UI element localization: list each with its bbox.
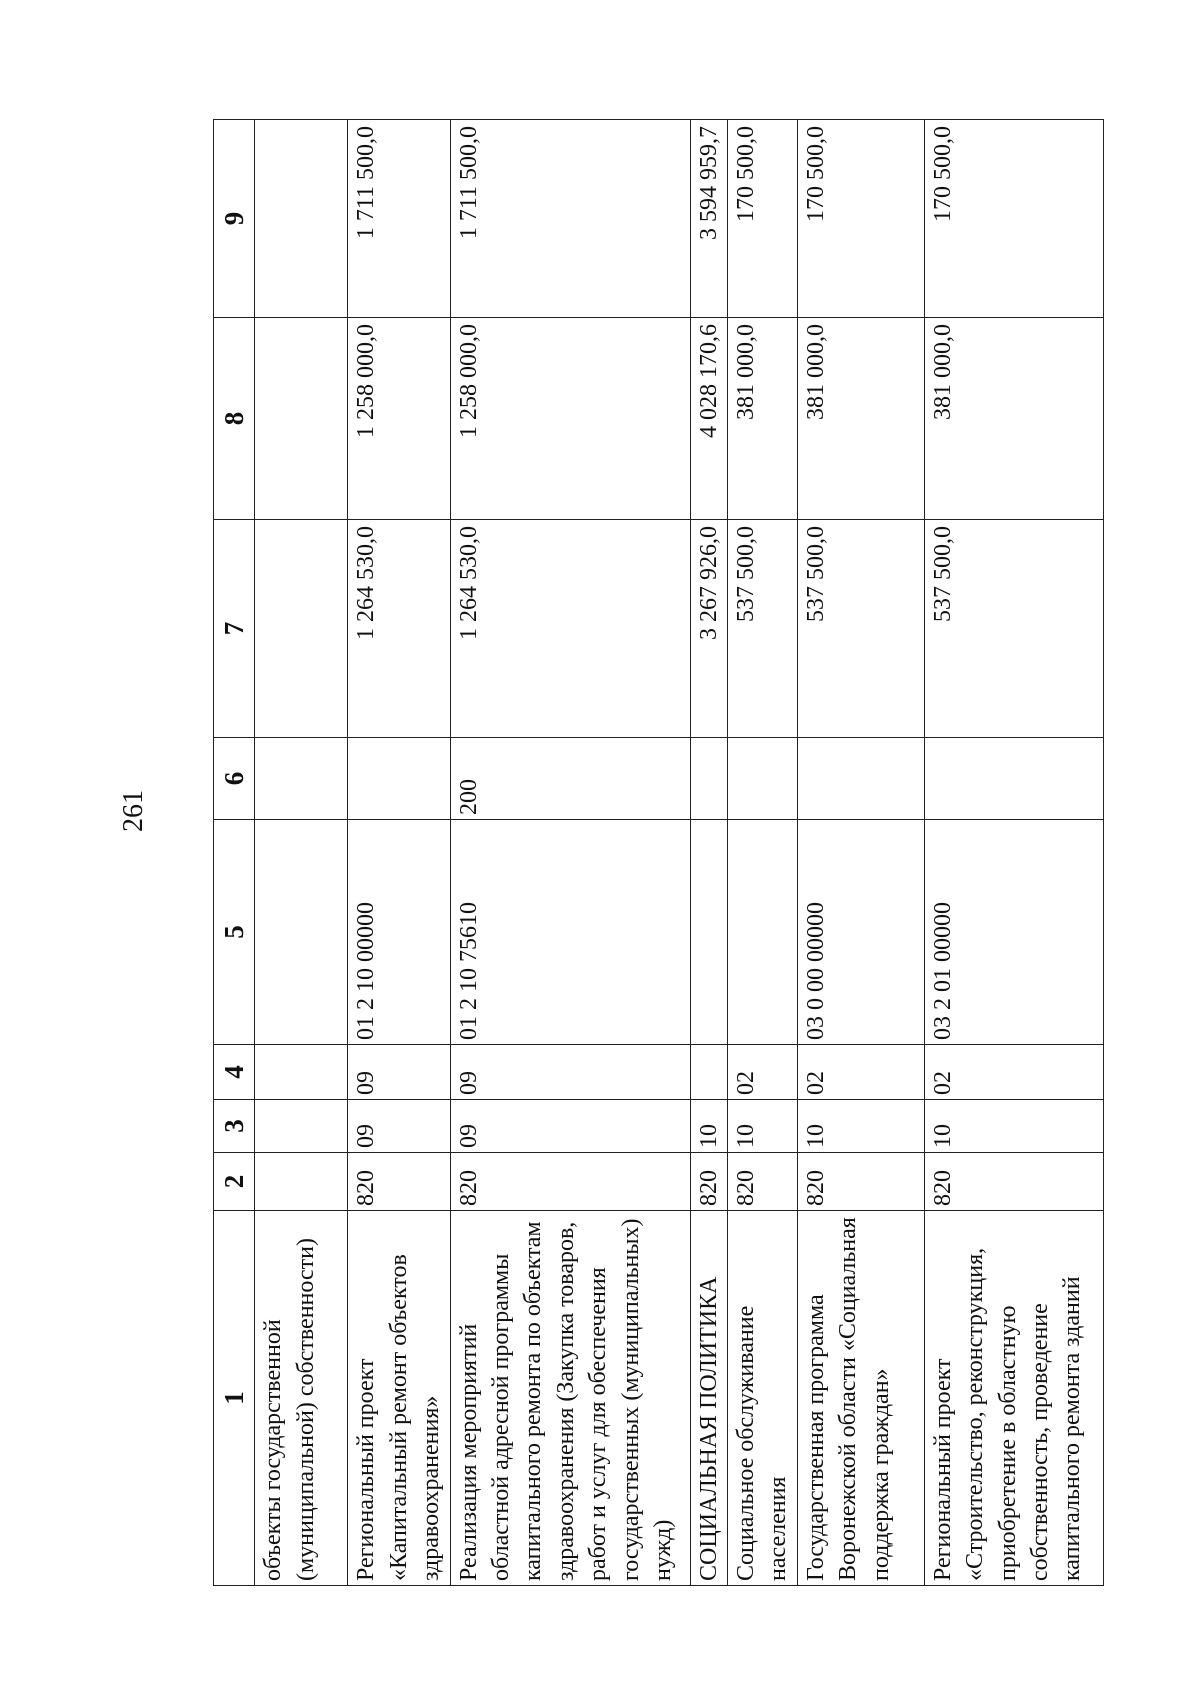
cell-col2 bbox=[255, 1153, 348, 1211]
budget-table bbox=[213, 119, 1104, 1586]
cell-col5 bbox=[255, 820, 348, 1045]
budget-table-sheet bbox=[213, 120, 1104, 1586]
cell-col3: 10 bbox=[797, 1100, 924, 1153]
cell-col2: 820 bbox=[690, 1153, 727, 1211]
cell-col7: 3 267 926,0 bbox=[690, 520, 727, 738]
cell-col4: 02 bbox=[728, 1045, 798, 1100]
column-header-7: 7 bbox=[214, 520, 255, 738]
cell-col3: 10 bbox=[690, 1100, 727, 1153]
cell-col6 bbox=[348, 738, 450, 820]
cell-col7: 1 264 530,0 bbox=[348, 520, 450, 738]
cell-col4: 09 bbox=[348, 1045, 450, 1100]
cell-col3: 10 bbox=[728, 1100, 798, 1153]
cell-col5: 01 2 10 75610 bbox=[450, 820, 690, 1045]
cell-col5: 03 2 01 00000 bbox=[924, 820, 1103, 1045]
column-header-6: 6 bbox=[214, 738, 255, 820]
column-header-8: 8 bbox=[214, 318, 255, 520]
column-header-3: 3 bbox=[214, 1100, 255, 1153]
cell-col4: 02 bbox=[797, 1045, 924, 1100]
table-row bbox=[255, 120, 348, 1586]
cell-col9: 170 500,0 bbox=[797, 120, 924, 318]
cell-col7: 537 500,0 bbox=[797, 520, 924, 738]
table-row bbox=[690, 120, 727, 1586]
cell-col7: 1 264 530,0 bbox=[450, 520, 690, 738]
cell-col9: 1 711 500,0 bbox=[348, 120, 450, 318]
cell-col6: 200 bbox=[450, 738, 690, 820]
column-header-4: 4 bbox=[214, 1045, 255, 1100]
cell-col9: 170 500,0 bbox=[924, 120, 1103, 318]
cell-col5: 01 2 10 00000 bbox=[348, 820, 450, 1045]
cell-col6 bbox=[797, 738, 924, 820]
column-header-2: 2 bbox=[214, 1153, 255, 1211]
row-name: объекты государственной (муниципальной) собственности) bbox=[255, 1211, 348, 1586]
row-name: Региональный проект «Строительство, реконструкция, приобретение в областную собственность, проведение капитального ремонта зданий bbox=[924, 1211, 1103, 1586]
cell-col4: 09 bbox=[450, 1045, 690, 1100]
cell-col5: 03 0 00 00000 bbox=[797, 820, 924, 1045]
cell-col9: 3 594 959,7 bbox=[690, 120, 727, 318]
cell-col5 bbox=[690, 820, 727, 1045]
cell-col7: 537 500,0 bbox=[924, 520, 1103, 738]
table-header-row bbox=[214, 120, 255, 1586]
cell-col8: 4 028 170,6 bbox=[690, 318, 727, 520]
row-name: Региональный проект «Капитальный ремонт объектов здравоохранения» bbox=[348, 1211, 450, 1586]
cell-col8 bbox=[255, 318, 348, 520]
table-row bbox=[924, 120, 1103, 1586]
row-name: СОЦИАЛЬНАЯ ПОЛИТИКА bbox=[690, 1211, 727, 1586]
cell-col6 bbox=[690, 738, 727, 820]
cell-col8: 1 258 000,0 bbox=[450, 318, 690, 520]
table-row bbox=[728, 120, 798, 1586]
cell-col3: 09 bbox=[348, 1100, 450, 1153]
cell-col3: 10 bbox=[924, 1100, 1103, 1153]
cell-col2: 820 bbox=[348, 1153, 450, 1211]
cell-col2: 820 bbox=[797, 1153, 924, 1211]
cell-col8: 381 000,0 bbox=[797, 318, 924, 520]
cell-col6 bbox=[728, 738, 798, 820]
row-name: Социальное обслуживание населения bbox=[728, 1211, 798, 1586]
cell-col2: 820 bbox=[450, 1153, 690, 1211]
cell-col4 bbox=[690, 1045, 727, 1100]
column-header-5: 5 bbox=[214, 820, 255, 1045]
cell-col8: 381 000,0 bbox=[924, 318, 1103, 520]
column-header-1: 1 bbox=[214, 1211, 255, 1586]
row-name: Реализация мероприятий областной адресной программы капитального ремонта по объектам здравоохранения (Закупка товаров, работ и услуг для обеспечения государственных (муниципальных) нужд) bbox=[450, 1211, 690, 1586]
cell-col3: 09 bbox=[450, 1100, 690, 1153]
cell-col4: 02 bbox=[924, 1045, 1103, 1100]
table-row bbox=[348, 120, 450, 1586]
cell-col2: 820 bbox=[924, 1153, 1103, 1211]
cell-col9: 1 711 500,0 bbox=[450, 120, 690, 318]
cell-col3 bbox=[255, 1100, 348, 1153]
column-header-9: 9 bbox=[214, 120, 255, 318]
table-row bbox=[797, 120, 924, 1586]
cell-col7 bbox=[255, 520, 348, 738]
cell-col6 bbox=[924, 738, 1103, 820]
row-name: Государственная программа Воронежской области «Социальная поддержка граждан» bbox=[797, 1211, 924, 1586]
cell-col9 bbox=[255, 120, 348, 318]
cell-col2: 820 bbox=[728, 1153, 798, 1211]
cell-col4 bbox=[255, 1045, 348, 1100]
cell-col6 bbox=[255, 738, 348, 820]
table-row bbox=[450, 120, 690, 1586]
cell-col8: 1 258 000,0 bbox=[348, 318, 450, 520]
cell-col5 bbox=[728, 820, 798, 1045]
page-number: 261 bbox=[118, 790, 149, 832]
cell-col8: 381 000,0 bbox=[728, 318, 798, 520]
cell-col7: 537 500,0 bbox=[728, 520, 798, 738]
cell-col9: 170 500,0 bbox=[728, 120, 798, 318]
